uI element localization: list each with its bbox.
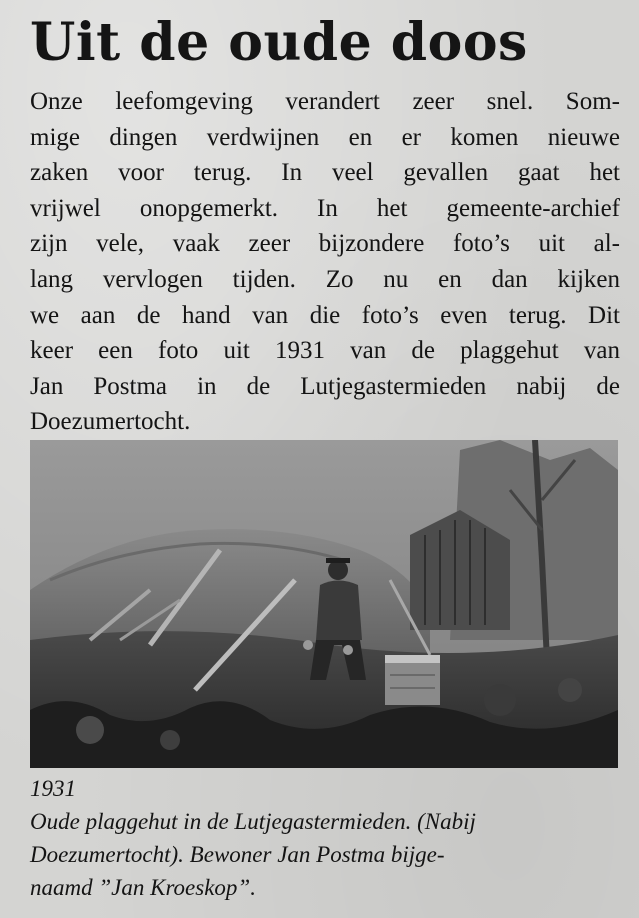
article-line: we aan de hand van die foto’s even terug. Dit	[30, 301, 620, 329]
photo-caption	[30, 772, 630, 904]
article-line: zijn vele, vaak zeer bijzondere foto’s uit al-	[30, 230, 620, 258]
caption-line: naamd ”Jan Kroeskop”.	[30, 875, 256, 900]
photo-illustration	[30, 440, 618, 768]
article-line: zaken voor terug. In veel gevallen gaat het	[30, 159, 620, 187]
article-line: vrijwel onopgemerkt. In het gemeente-archief	[30, 194, 620, 222]
article-line: keer een foto uit 1931 van de plaggehut van	[30, 337, 620, 365]
article-line: Onze leefomgeving verandert zeer snel. Som-	[30, 88, 620, 115]
historic-photo	[30, 440, 618, 768]
article-line: mige dingen verdwijnen en er komen nieuwe	[30, 123, 620, 151]
article-line: Doezumertocht.	[30, 408, 191, 436]
caption-line: Doezumertocht). Bewoner Jan Postma bijge-	[30, 842, 445, 867]
article-line: lang vervlogen tijden. Zo nu en dan kijken	[30, 265, 620, 293]
caption-year: 1931	[30, 776, 76, 801]
caption-line: Oude plaggehut in de Lutjegastermieden. (Nabij	[30, 809, 476, 834]
article-body	[30, 84, 620, 440]
article-line: Jan Postma in de Lutjegastermieden nabij de	[30, 372, 620, 400]
article-title: Uit de oude doos	[30, 12, 528, 73]
